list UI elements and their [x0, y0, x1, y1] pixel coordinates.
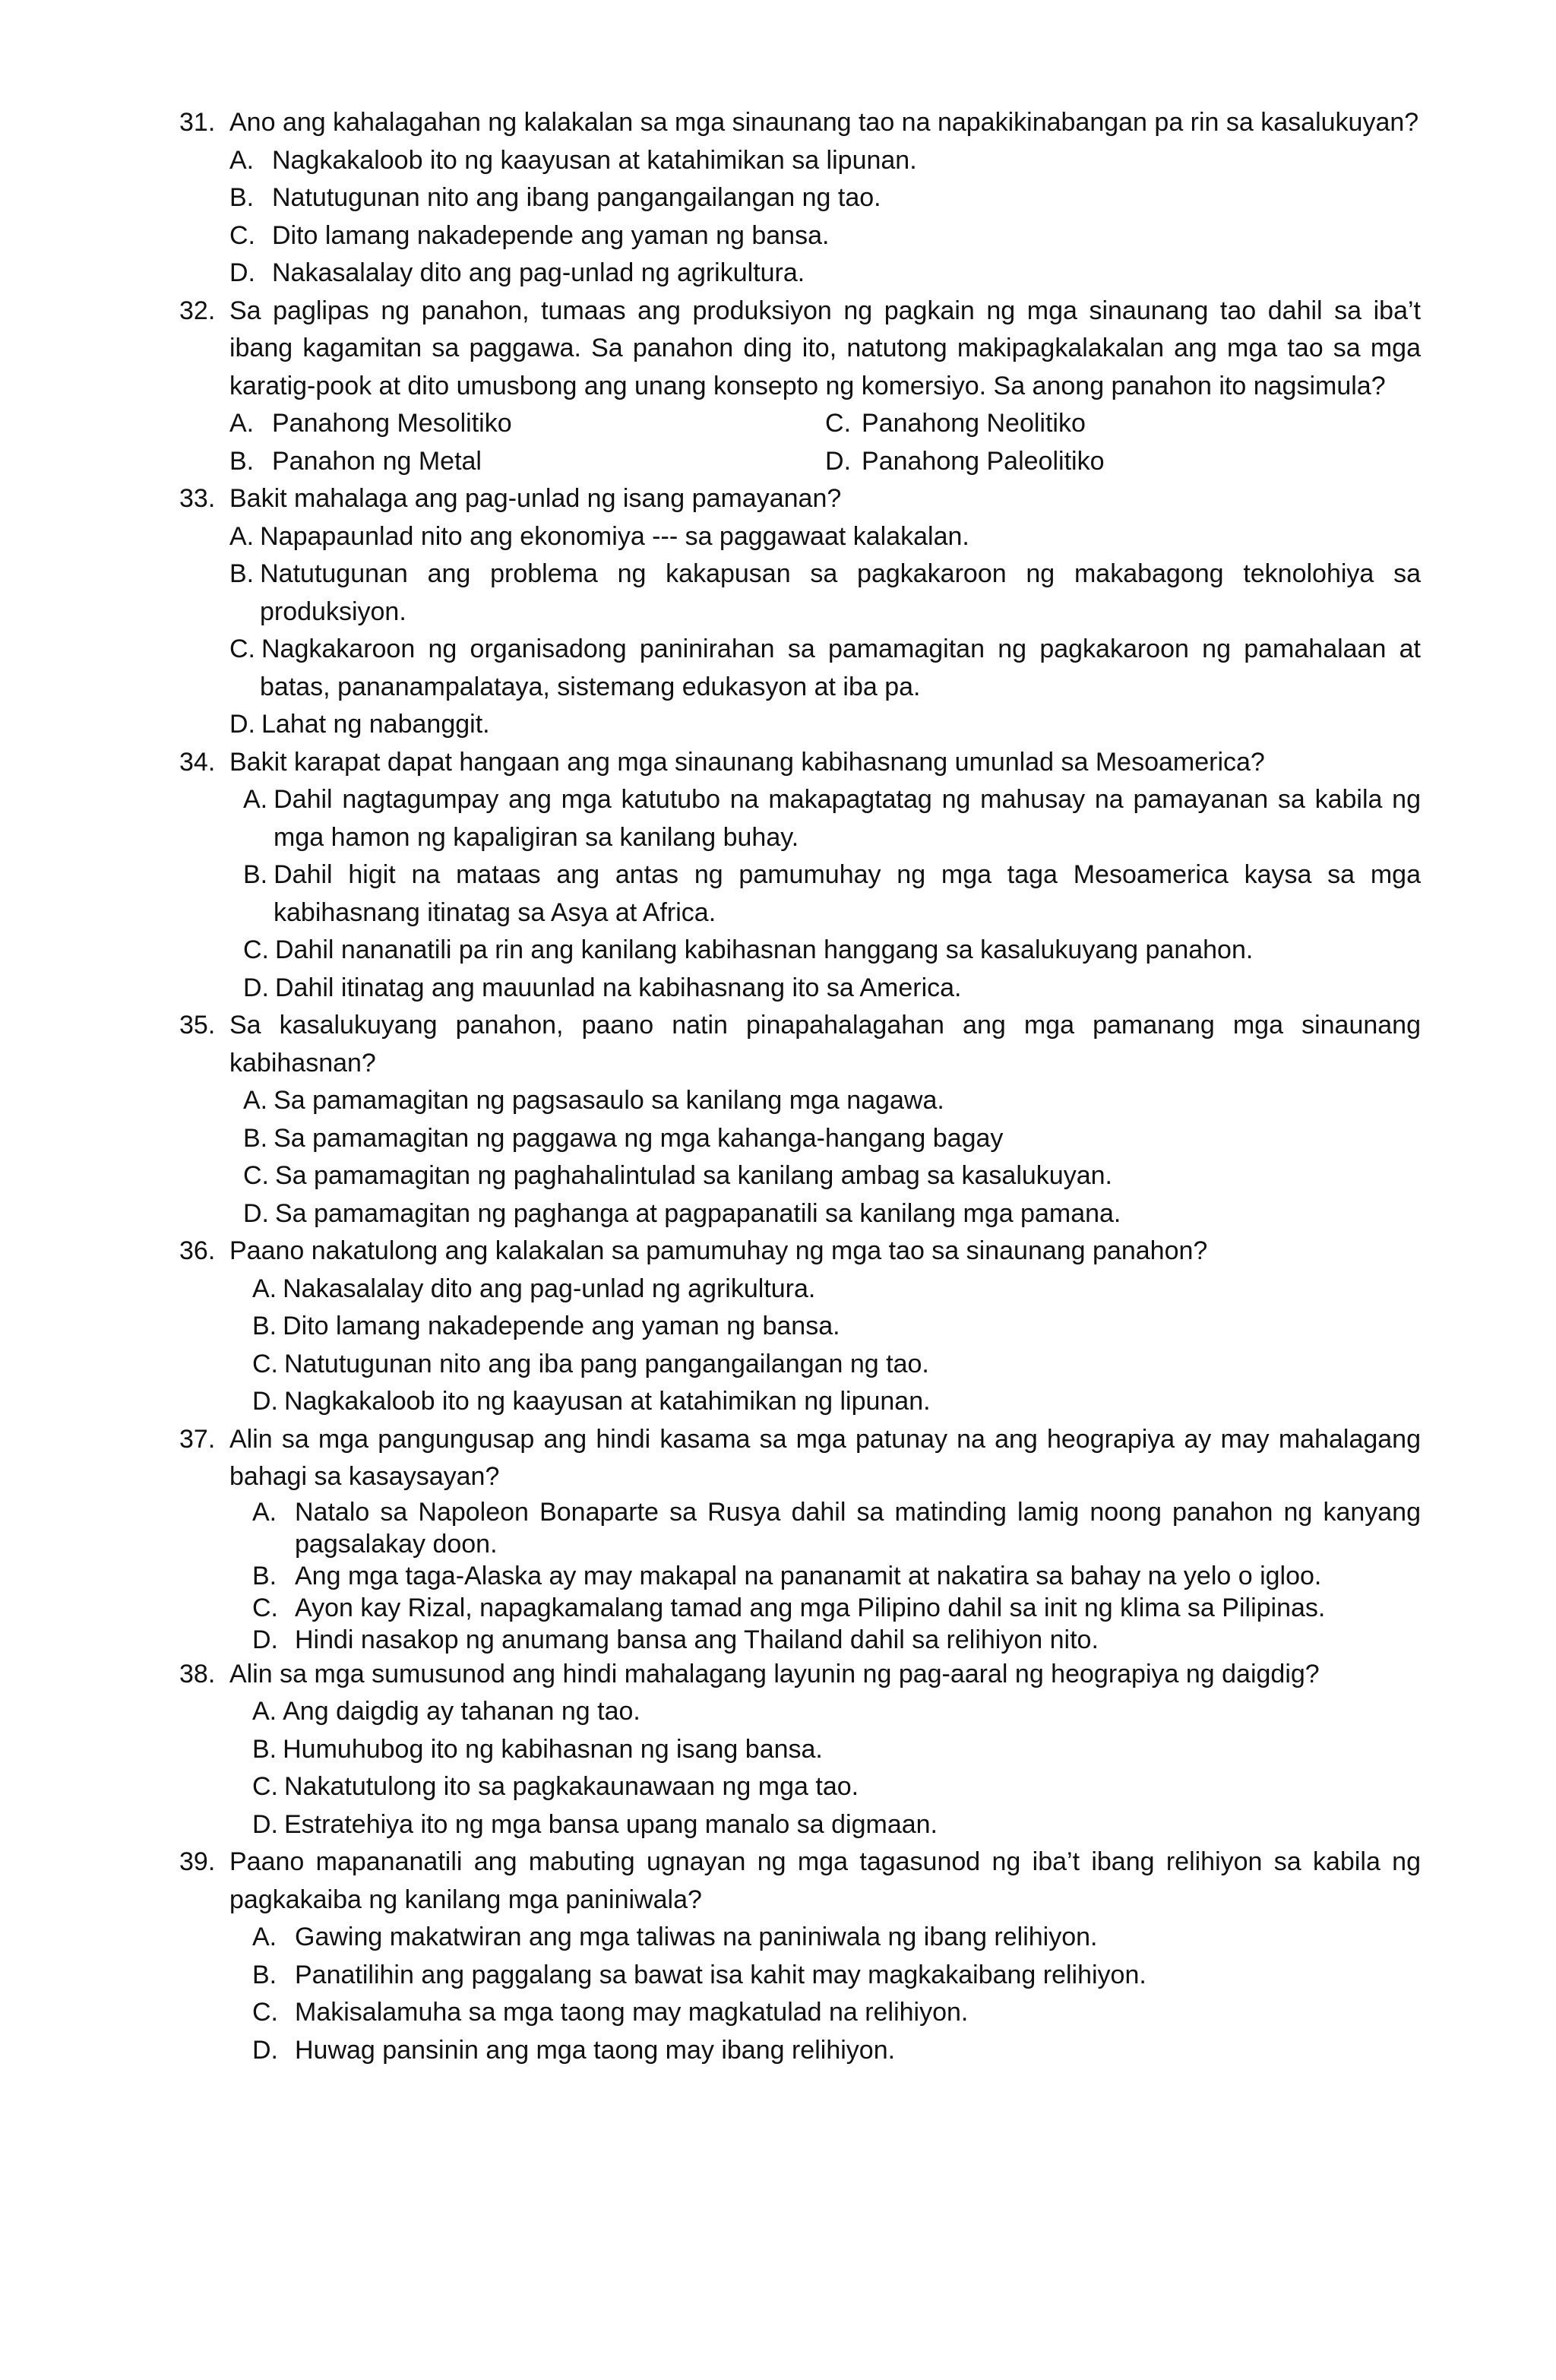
question-text: Sa kasalukuyang panahon, paano natin pinapahalagahan ang mga pamanang mga sinaunang kabihasnan?	[229, 1011, 1421, 1078]
question-35	[179, 1007, 1421, 1082]
option-d: D. Huwag pansinin ang mga taong may ibang relihiyon.	[252, 2035, 896, 2065]
option-d: D. Nakasalalay dito ang pag-unlad ng agrikultura.	[229, 258, 805, 287]
option-a: A. Gawing makatwiran ang mga taliwas na paniniwala ng ibang relihiyon.	[252, 1923, 1098, 1951]
question-number: 38.	[179, 1659, 216, 1688]
question-39	[179, 1844, 1421, 1919]
option-d: D. Estratehiya ito ng mga bansa upang manalo sa digmaan.	[252, 1809, 938, 1839]
option-b: B. Panahon ng Metal	[229, 446, 482, 476]
question-number: 39.	[179, 1847, 216, 1876]
option-a: A. Sa pamamagitan ng pagsasaulo sa kanilang mga nagawa.	[243, 1086, 944, 1115]
question-text: Ano ang kahalagahan ng kalakalan sa mga sinaunang tao na napakikinabangan pa rin sa kasalukuyan?	[229, 108, 1419, 137]
question-text: Paano mapananatili ang mabuting ugnayan ng mga tagasunod ng iba’t ibang relihiyon sa kabila ng pagkakaiba ng kanilang mga paniniwala?	[229, 1847, 1421, 1914]
option-c: C. Nagkakaroon ng organisadong paninirahan sa pamamagitan ng pagkakaroon ng pamahalaan at batas, pananampalataya, sistemang edukasyon at iba pa.	[229, 635, 1421, 701]
question-number: 37.	[179, 1424, 216, 1454]
options-36	[252, 1271, 1421, 1421]
question-31	[179, 104, 1421, 142]
question-32	[179, 293, 1421, 406]
option-a: A. Napapaunlad nito ang ekonomiya --- sa paggawaat kalakalan.	[229, 521, 969, 551]
option-c: C. Natutugunan nito ang iba pang pangangailangan ng tao.	[252, 1349, 929, 1378]
question-number: 32.	[179, 296, 216, 325]
option-d: D. Lahat ng nabanggit.	[229, 710, 490, 739]
question-number: 34.	[179, 747, 216, 777]
options-38	[252, 1693, 1421, 1844]
option-c: C. Nakatutulong ito sa pagkakaunawaan ng mga tao.	[252, 1772, 859, 1801]
option-b: B. Ang mga taga-Alaska ay may makapal na pananamit at nakatira sa bahay na yelo o igloo.	[252, 1561, 1322, 1590]
option-d: D. Nagkakaloob ito ng kaayusan at katahimikan ng lipunan.	[252, 1387, 931, 1416]
option-row	[229, 405, 1421, 443]
option-c: C. Makisalamuha sa mga taong may magkatulad na relihiyon.	[252, 1998, 969, 2027]
question-text: Bakit karapat dapat hangaan ang mga sinaunang kabihasnang umunlad sa Mesoamerica?	[229, 747, 1265, 777]
question-number: 35.	[179, 1011, 216, 1040]
options-35	[243, 1082, 1421, 1233]
option-d: D. Panahong Paleolitiko	[825, 446, 1105, 476]
option-b: B. Dahil higit na mataas ang antas ng pamumuhay ng mga taga Mesoamerica kaysa sa mga kabihasnang itinatag sa Asya at Africa.	[243, 860, 1421, 927]
question-38	[179, 1656, 1421, 1694]
question-text: Alin sa mga sumusunod ang hindi mahalagang layunin ng pag-aaral ng heograpiya ng daigdig?	[229, 1659, 1320, 1688]
question-text: Bakit mahalaga ang pag-unlad ng isang pamayanan?	[229, 484, 842, 513]
option-b: B. Humuhubog ito ng kabihasnan ng isang bansa.	[252, 1734, 823, 1764]
question-number: 36.	[179, 1236, 216, 1265]
options-31	[229, 142, 1421, 293]
options-32	[229, 405, 1421, 480]
question-36	[179, 1233, 1421, 1271]
question-text: Alin sa mga pangungusap ang hindi kasama sa mga patunay na ang heograpiya ay may mahalagang bahagi sa kasaysayan?	[229, 1424, 1421, 1491]
question-text: Paano nakatulong ang kalakalan sa pamumuhay ng mga tao sa sinaunang panahon?	[229, 1236, 1208, 1265]
exam-page	[179, 104, 1421, 2069]
question-33	[179, 480, 1421, 518]
option-b: B. Panatilihin ang paggalang sa bawat isa kahit may magkakaibang relihiyon.	[252, 1960, 1146, 1989]
option-b: B. Natutugunan nito ang ibang pangangailangan ng tao.	[229, 183, 881, 212]
option-a: A. Nagkakaloob ito ng kaayusan at katahimikan sa lipunan.	[229, 145, 917, 175]
options-34	[243, 781, 1421, 1007]
question-34	[179, 744, 1421, 782]
option-b: B. Sa pamamagitan ng paggawa ng mga kahanga-hangang bagay	[243, 1123, 1004, 1153]
option-a: A. Dahil nagtagumpay ang mga katutubo na makapagtatag ng mahusay na pamayanan sa kabila ng mga hamon ng kapaligiran sa kanilang buhay.	[243, 785, 1421, 852]
question-number: 33.	[179, 484, 216, 513]
option-c: C. Dito lamang nakadepende ang yaman ng bansa.	[229, 220, 830, 250]
option-row	[229, 443, 1421, 481]
option-c: C. Dahil nananatili pa rin ang kanilang kabihasnan hanggang sa kasalukuyang panahon.	[243, 935, 1254, 964]
options-39	[252, 1919, 1421, 2069]
option-a: A. Ang daigdig ay tahanan ng tao.	[252, 1697, 640, 1726]
option-c: C. Sa pamamagitan ng paghahalintulad sa kanilang ambag sa kasalukuyan.	[243, 1161, 1112, 1190]
options-33	[229, 518, 1421, 744]
option-c: C. Ayon kay Rizal, napagkamalang tamad ang mga Pilipino dahil sa init ng klima sa Pilipinas.	[252, 1593, 1326, 1622]
options-37	[252, 1496, 1421, 1656]
option-d: D. Dahil itinatag ang mauunlad na kabihasnang ito sa America.	[243, 973, 962, 1002]
option-a: A. Nakasalalay dito ang pag-unlad ng agrikultura.	[252, 1274, 816, 1303]
option-d: D. Hindi nasakop ng anumang bansa ang Thailand dahil sa relihiyon nito.	[252, 1625, 1099, 1654]
option-b: B. Natutugunan ang problema ng kakapusan sa pagkakaroon ng makabagong teknolohiya sa produksiyon.	[229, 559, 1421, 626]
option-b: B. Dito lamang nakadepende ang yaman ng bansa.	[252, 1312, 840, 1340]
question-37	[179, 1421, 1421, 1496]
option-a: A. Natalo sa Napoleon Bonaparte sa Rusya dahil sa matinding lamig noong panahon ng kanyang pagsalakay doon.	[252, 1497, 1421, 1559]
option-d: D. Sa pamamagitan ng paghanga at pagpapanatili sa kanilang mga pamana.	[243, 1198, 1121, 1228]
option-a: A. Panahong Mesolitiko	[229, 409, 512, 438]
option-c: C. Panahong Neolitiko	[825, 409, 1086, 438]
question-number: 31.	[179, 108, 216, 137]
question-text: Sa paglipas ng panahon, tumaas ang produksiyon ng pagkain ng mga sinaunang tao dahil sa iba’t ibang kagamitan sa paggawa. Sa panahon ding ito, natutong makipagkalakalan ang mga tao sa mga karatig-pook at dito umusbong ang unang konsepto ng komersiyo. Sa anong panahon ito nagsimula?	[229, 296, 1421, 400]
